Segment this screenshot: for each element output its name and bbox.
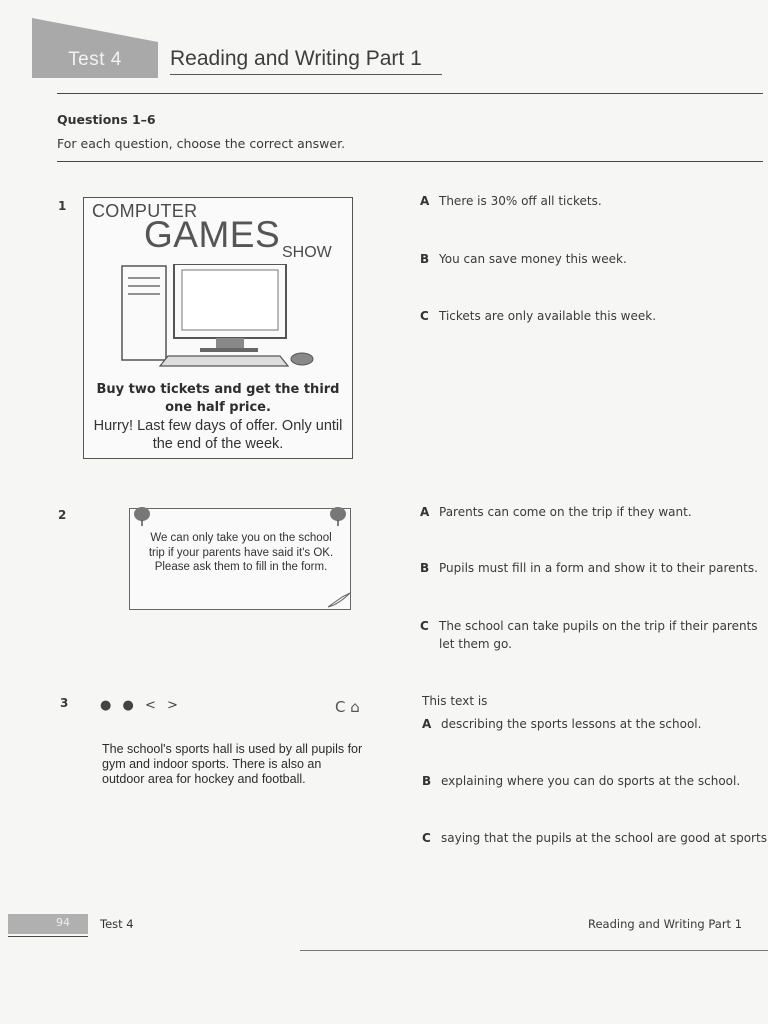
option-letter: C xyxy=(420,619,429,633)
instruction-divider xyxy=(57,161,763,162)
option-c[interactable] xyxy=(420,307,656,325)
option-letter: A xyxy=(422,717,432,731)
option-a[interactable] xyxy=(420,503,692,521)
pin-icon xyxy=(328,506,348,528)
footer-test-label: Test 4 xyxy=(100,917,134,931)
pin-icon xyxy=(132,506,152,528)
option-b[interactable] xyxy=(422,772,740,790)
reload-icon: C xyxy=(335,698,346,716)
option-a[interactable] xyxy=(420,192,602,210)
option-letter: A xyxy=(420,505,430,519)
question-stem: This text is xyxy=(422,694,488,708)
footer-part-label: Reading and Writing Part 1 xyxy=(588,917,743,931)
browser-nav-bar xyxy=(100,698,185,713)
question-number: 3 xyxy=(60,696,69,710)
instruction: For each question, choose the correct answer. xyxy=(57,136,346,151)
option-text: explaining where you can do sports at the school. xyxy=(441,774,741,788)
dot-icon: ● xyxy=(122,698,134,713)
option-text: Parents can come on the trip if they want. xyxy=(439,505,692,519)
option-c[interactable] xyxy=(420,617,768,653)
test-label: Test 4 xyxy=(68,49,122,70)
option-a[interactable] xyxy=(422,715,701,733)
browser-actions xyxy=(335,698,360,716)
footer-divider xyxy=(300,950,768,951)
option-letter: B xyxy=(420,561,430,575)
forward-icon: > xyxy=(167,698,178,713)
option-text-continued: let them go. xyxy=(439,637,512,651)
option-letter: C xyxy=(422,831,431,845)
page-number: 94 xyxy=(56,916,70,929)
option-text: You can save money this week. xyxy=(439,252,627,266)
option-letter: B xyxy=(420,252,430,266)
option-b[interactable] xyxy=(420,250,627,268)
questions-heading: Questions 1–6 xyxy=(57,112,156,127)
option-letter: B xyxy=(422,774,432,788)
question-number: 1 xyxy=(58,199,67,213)
poster-title-line2: GAMES xyxy=(144,214,281,255)
school-trip-note xyxy=(129,508,351,610)
home-icon: ⌂ xyxy=(350,698,360,716)
option-letter: C xyxy=(420,309,429,323)
option-text: saying that the pupils at the school are good at sports xyxy=(441,831,767,845)
dot-icon: ● xyxy=(100,698,112,713)
option-c[interactable] xyxy=(422,829,768,847)
option-text: The school can take pupils on the trip if their parents xyxy=(439,619,758,633)
footer-left-divider xyxy=(8,936,88,937)
back-icon: < xyxy=(144,698,156,713)
header-divider xyxy=(57,93,763,94)
games-show-poster xyxy=(83,197,353,459)
option-text: Pupils must fill in a form and show it to their parents. xyxy=(439,561,758,575)
poster-hurry-text: Hurry! Last few days of offer. Only until the end of the week. xyxy=(93,418,343,452)
page-curl-icon xyxy=(328,591,352,609)
web-page-text: The school's sports hall is used by all pupils for gym and indoor sports. There is also an outdoor area for hockey and football. xyxy=(102,742,363,786)
poster-title-line3: SHOW xyxy=(282,244,332,261)
option-letter: A xyxy=(420,194,430,208)
note-text: We can only take you on the school trip if your parents have said it's OK. Please ask them to fill in the form. xyxy=(148,532,334,573)
option-text: There is 30% off all tickets. xyxy=(439,194,602,208)
option-text: Tickets are only available this week. xyxy=(439,309,657,323)
poster-title-line1: COMPUTER xyxy=(92,201,198,221)
part-title: Reading and Writing Part 1 xyxy=(170,44,442,75)
option-b[interactable] xyxy=(420,559,758,577)
option-text: describing the sports lessons at the school. xyxy=(441,717,702,731)
question-number: 2 xyxy=(58,508,67,522)
computer-illustration-icon xyxy=(120,264,320,374)
poster-offer-text: Buy two tickets and get the third one half price. xyxy=(96,382,340,415)
footer-page-tab xyxy=(8,914,88,934)
